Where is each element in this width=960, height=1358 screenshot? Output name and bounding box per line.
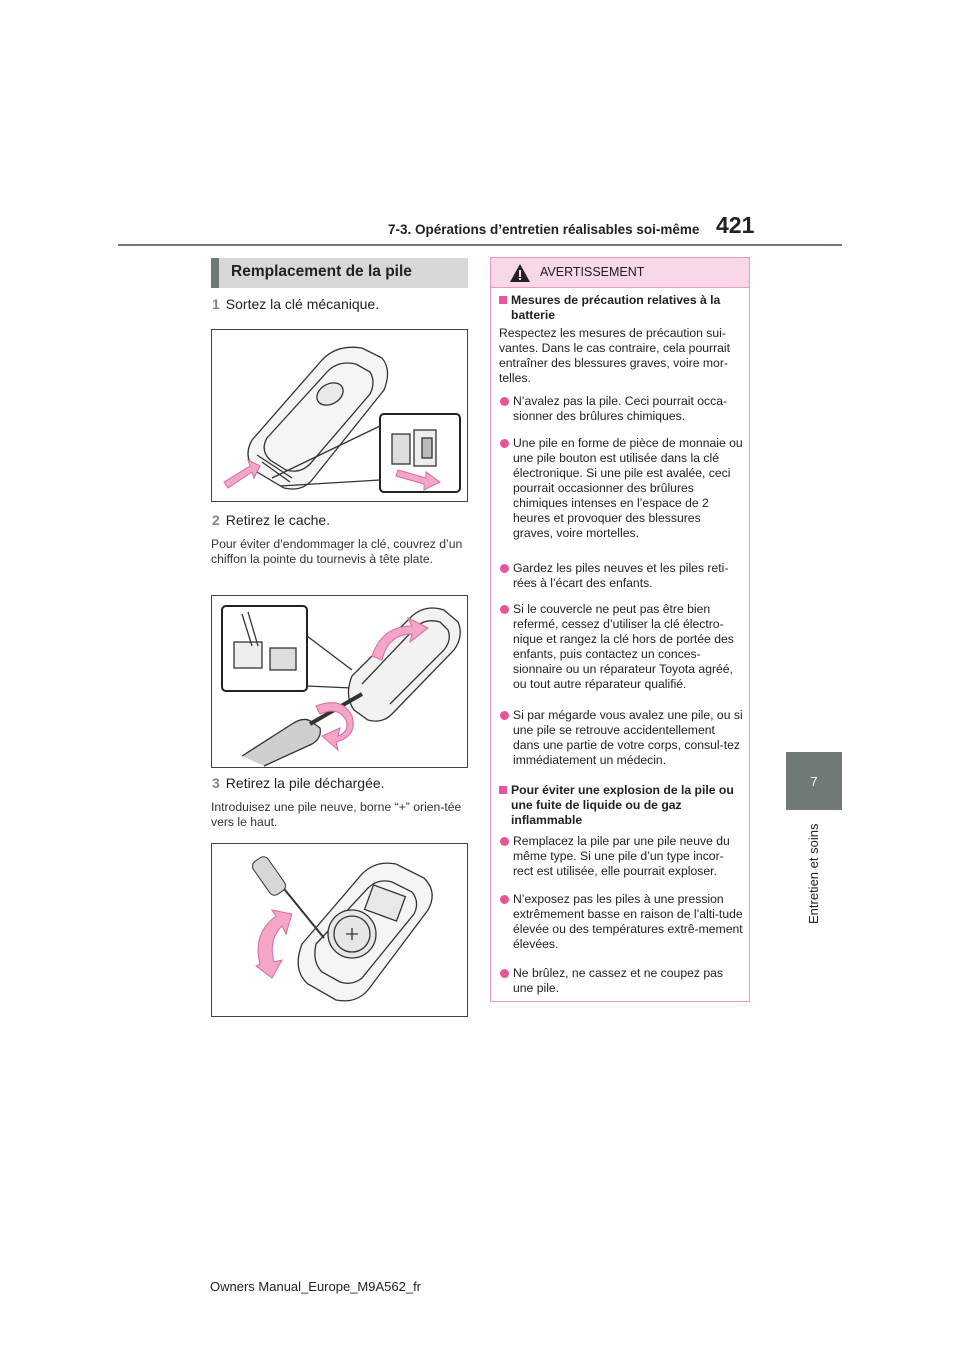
chapter-number: 7 xyxy=(810,773,818,789)
warning-bullet: Ne brûlez, ne cassez et ne coupez pas une pile. xyxy=(499,966,743,996)
step-text: Retirez la pile déchargée. xyxy=(225,775,385,791)
warning-bullet: N’exposez pas les piles à une pression extrêmement basse en raison de l’alti-tude élevée ou des températures extrê-mement élevées. xyxy=(499,892,743,952)
step-2 xyxy=(212,512,330,528)
warning-bullet: Gardez les piles neuves et les piles reti-rées à l’écart des enfants. xyxy=(499,561,743,591)
chapter-title: Entretien et soins xyxy=(806,823,821,924)
pull-arrow-icon xyxy=(224,460,260,488)
footer-text: Owners Manual_Europe_M9A562_fr xyxy=(210,1279,422,1294)
warning-header xyxy=(491,258,749,288)
warning-subheading: Pour éviter une explosion de la pile ou une fuite de liquide ou de gaz inflammable xyxy=(499,783,743,828)
warning-triangle-icon xyxy=(509,263,531,283)
step-number: 3 xyxy=(212,775,220,791)
step-number: 1 xyxy=(212,296,220,312)
key-fob-illustration-1 xyxy=(212,330,467,501)
step-1 xyxy=(212,296,379,312)
chapter-side-label xyxy=(786,820,842,940)
step-text: Retirez le cache. xyxy=(225,512,331,528)
warning-title: AVERTISSEMENT xyxy=(540,265,645,279)
step-2-note: Pour éviter d’endommager la clé, couvrez d’un chiffon la pointe du tournevis à tête plate. xyxy=(211,537,463,566)
section-heading-text: Remplacement de la pile xyxy=(231,263,412,280)
step-3 xyxy=(212,775,385,791)
warning-bullet: Une pile en forme de pièce de monnaie ou une pile bouton est utilisée dans la clé électronique. Si une pile est avalée, ceci pourrait occasionner des brûlures chimiques intenses en l’espace de 2 heures et provoquer des blessures graves, voire mortelles. xyxy=(499,436,743,541)
header-rule xyxy=(118,244,842,246)
warning-bullet: N’avalez pas la pile. Ceci pourrait occa-sionner des brûlures chimiques. xyxy=(499,394,743,424)
warning-bullet: Si par mégarde vous avalez une pile, ou si une pile se retrouve accidentellement dans une partie de votre corps, consul-tez immédiatement un médecin. xyxy=(499,708,743,768)
key-fob-illustration-3 xyxy=(212,844,467,1016)
step-3-note: Introduisez une pile neuve, borne “+” orien-tée vers le haut. xyxy=(211,800,462,829)
page-number: 421 xyxy=(716,212,755,238)
warning-bullet: Remplacez la pile par une pile neuve du même type. Si une pile d’un type incor-rect est utilisée, elle pourrait exploser. xyxy=(499,834,743,879)
figure-remove-mechanical-key xyxy=(211,329,468,502)
step-text: Sortez la clé mécanique. xyxy=(225,296,380,312)
twist-arrow-icon xyxy=(316,703,353,750)
figure-remove-cover xyxy=(211,595,468,768)
warning-box xyxy=(490,257,750,1002)
step-number: 2 xyxy=(212,512,220,528)
section-heading xyxy=(211,258,468,288)
pry-arrow-icon xyxy=(256,910,292,978)
warning-bullet: Si le couvercle ne peut pas être bien refermé, cessez d’utiliser la clé électro-nique et rangez la clé hors de portée des enfants, puis contactez un conces-sionnaire ou un réparateur Toyota agréé, ou tout autre réparateur qualifié. xyxy=(499,602,743,692)
warning-subheading: Mesures de précaution relatives à la batterie xyxy=(499,293,743,323)
warning-paragraph: Respectez les mesures de précaution sui-vantes. Dans le cas contraire, cela pourrait entraîner des blessures graves, voire mor-telles. xyxy=(499,326,730,385)
section-title: 7-3. Opérations d’entretien réalisables soi-même xyxy=(388,222,700,237)
screwdriver-handle-icon xyxy=(250,854,288,897)
chapter-tab xyxy=(786,752,842,810)
key-fob-illustration-2 xyxy=(212,596,467,767)
figure-remove-battery xyxy=(211,843,468,1017)
